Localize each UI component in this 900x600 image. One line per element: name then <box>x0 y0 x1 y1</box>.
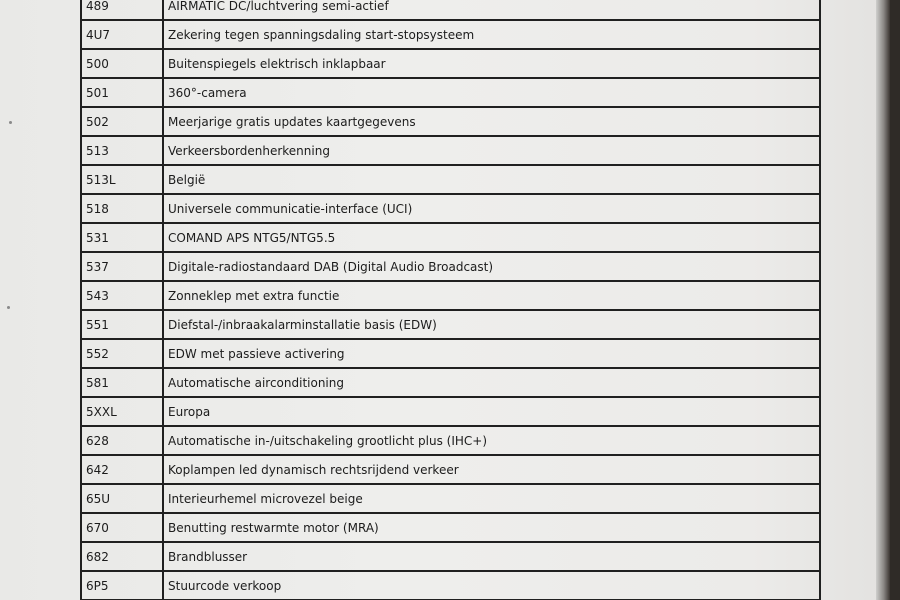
table-row <box>81 194 820 223</box>
option-code: 65U <box>81 484 163 513</box>
margin-dot <box>7 306 10 309</box>
option-description: AIRMATIC DC/luchtvering semi-actief <box>163 0 820 20</box>
option-code: 4U7 <box>81 20 163 49</box>
option-code: 489 <box>81 0 163 20</box>
option-description: Diefstal-/inbraakalarminstallatie basis (EDW) <box>163 310 820 339</box>
option-code: 581 <box>81 368 163 397</box>
option-code: 531 <box>81 223 163 252</box>
option-code: 551 <box>81 310 163 339</box>
option-code: 513L <box>81 165 163 194</box>
options-table-body <box>81 0 820 600</box>
option-description: Stuurcode verkoop <box>163 571 820 600</box>
table-row <box>81 223 820 252</box>
option-code: 552 <box>81 339 163 368</box>
table-row <box>81 455 820 484</box>
table-row <box>81 252 820 281</box>
option-description: Automatische airconditioning <box>163 368 820 397</box>
option-description: Universele communicatie-interface (UCI) <box>163 194 820 223</box>
table-row <box>81 542 820 571</box>
table-row <box>81 571 820 600</box>
option-description: Koplampen led dynamisch rechtsrijdend verkeer <box>163 455 820 484</box>
option-description: Europa <box>163 397 820 426</box>
table-row <box>81 20 820 49</box>
option-description: Zekering tegen spanningsdaling start-stopsysteem <box>163 20 820 49</box>
option-code: 500 <box>81 49 163 78</box>
table-row <box>81 165 820 194</box>
option-code: 5XXL <box>81 397 163 426</box>
option-description: COMAND APS NTG5/NTG5.5 <box>163 223 820 252</box>
table-row <box>81 426 820 455</box>
option-description: Digitale-radiostandaard DAB (Digital Audio Broadcast) <box>163 252 820 281</box>
option-description: Buitenspiegels elektrisch inklapbaar <box>163 49 820 78</box>
table-row <box>81 0 820 20</box>
option-description: EDW met passieve activering <box>163 339 820 368</box>
table-row <box>81 136 820 165</box>
option-description: België <box>163 165 820 194</box>
option-code: 682 <box>81 542 163 571</box>
table-row <box>81 310 820 339</box>
option-code: 518 <box>81 194 163 223</box>
option-description: 360°-camera <box>163 78 820 107</box>
table-row <box>81 339 820 368</box>
option-description: Brandblusser <box>163 542 820 571</box>
table-row <box>81 368 820 397</box>
option-code: 6P5 <box>81 571 163 600</box>
option-code: 628 <box>81 426 163 455</box>
options-table <box>80 0 821 600</box>
option-code: 502 <box>81 107 163 136</box>
option-description: Interieurhemel microvezel beige <box>163 484 820 513</box>
option-code: 670 <box>81 513 163 542</box>
table-row <box>81 107 820 136</box>
table-row <box>81 484 820 513</box>
option-code: 543 <box>81 281 163 310</box>
option-code: 501 <box>81 78 163 107</box>
margin-dot <box>9 121 12 124</box>
option-description: Verkeersbordenherkenning <box>163 136 820 165</box>
page-edge <box>876 0 890 600</box>
option-description: Benutting restwarmte motor (MRA) <box>163 513 820 542</box>
table-row <box>81 513 820 542</box>
option-description: Zonneklep met extra functie <box>163 281 820 310</box>
table-row <box>81 397 820 426</box>
table-row <box>81 78 820 107</box>
table-row <box>81 49 820 78</box>
option-code: 513 <box>81 136 163 165</box>
option-code: 642 <box>81 455 163 484</box>
option-code: 537 <box>81 252 163 281</box>
option-description: Automatische in-/uitschakeling grootlicht plus (IHC+) <box>163 426 820 455</box>
table-row <box>81 281 820 310</box>
option-description: Meerjarige gratis updates kaartgegevens <box>163 107 820 136</box>
